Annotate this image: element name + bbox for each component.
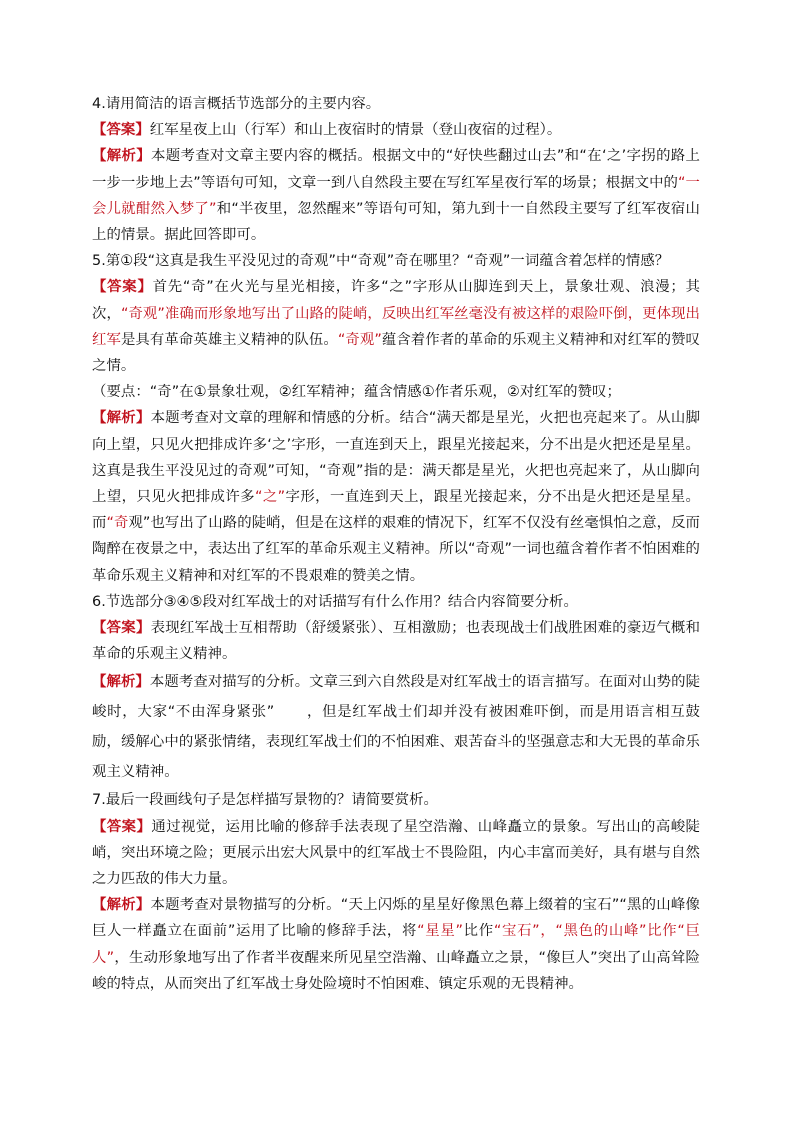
question-6	[92, 589, 700, 615]
answer-6-text: 表现红军战士互相帮助（舒缓紧张）、互相激励；也表现战士们战胜困难的豪迈气概和革命的乐观主义精神。	[92, 620, 701, 663]
answer-5	[92, 274, 700, 379]
question-5	[92, 248, 700, 274]
answer-tag: 【答案】	[92, 279, 153, 296]
answer-5-text-b: 是具有革命英雄主义精神的队伍。	[120, 331, 338, 348]
analysis-7-highlight: “星星”	[417, 923, 463, 940]
analysis-5-text-b: 字形，一直连到天上，跟星光接起来，分不出是火把还是星星。而	[92, 489, 700, 532]
analysis-tag: 【解析】	[92, 148, 151, 165]
analysis-4	[92, 143, 700, 248]
analysis-tag: 【解析】	[92, 410, 151, 427]
question-4-text: 4.请用简洁的语言概括节选部分的主要内容。	[92, 96, 381, 112]
analysis-7-highlight-2: “宝石”，“黑色的山峰”比作“巨人”	[92, 923, 700, 966]
answer-tag: 【答案】	[92, 818, 152, 835]
analysis-5-text-a: 本题考查对文章的理解和情感的分析。结合“满天都是星光，火把也亮起来了。从山脚向上望，只见火把排成许多‘之’字形，一直连到天上，跟星光接起来，分不出是火把还是星星。这真是我生平没见过的奇观”可知，“奇观”指的是：满天都是星光，火把也亮起来了，从山脚向上望，只见火把排成许多	[92, 410, 701, 506]
question-7	[92, 787, 700, 813]
analysis-6	[92, 667, 700, 787]
answer-5-text-a: 首先“奇”在火光与星光相接，许多“之”字形从山脚连到天上，景象壮观、浪漫；其次，	[92, 279, 700, 322]
answer-7	[92, 814, 700, 893]
analysis-tag: 【解析】	[92, 897, 151, 914]
analysis-6-text-a: 本题考查对描写的分析。文章三到六自然段是对红军战士的语言描写。在面对山势的陡峻时，大家“不由浑身紧张”	[92, 674, 701, 721]
answer-tag: 【答案】	[92, 620, 151, 637]
analysis-5-highlight-2: “奇	[106, 515, 129, 532]
answer-4	[92, 117, 700, 143]
answer-5-highlight: “奇观”准确而形象地写出了山路的陡峭，反映出红军丝毫没有被这样的艰险吓倒，更体现出红军	[92, 305, 700, 348]
analysis-4-text-a: 本题考查对文章主要内容的概括。根据文中的“好快些翻过山去”和“在‘之’字拐的路上一步一步地上去”等语句可知，文章一到八自然段主要在写红军星夜行军的场景；根据文中的	[92, 148, 700, 191]
question-7-text: 7.最后一段画线句子是怎样描写景物的？请简要赏析。	[92, 792, 438, 809]
analysis-7	[92, 892, 700, 997]
answer-tag: 【答案】	[92, 122, 150, 139]
question-5-text: 5.第①段“这真是我生平没见过的奇观”中“奇观”奇在哪里？“奇观”一词蕴含着怎样的情感？	[92, 253, 670, 270]
analysis-tag: 【解析】	[92, 674, 150, 691]
answer-5-text-c: 蕴含着作者的革命的乐观主义精神和对红军的赞叹之情。	[92, 331, 700, 375]
analysis-5-text-c: 观”也写出了山路的陡峭，但是在这样的艰难的情况下，红军不仅没有丝毫惧怕之意，反而陶醉在夜景之中，表达出了红军的革命乐观主义精神。所以“奇观”一词也蕴含着作者不怕困难的革命乐观主义精神和对红军的不畏艰难的赞美之情。	[92, 515, 700, 584]
analysis-5	[92, 405, 700, 588]
analysis-7-text-a: 本题考查对景物描写的分析。“天上闪烁的星星好像黑色幕上缀着的宝石”“黑的山峰像巨人一样矗立在面前”运用了比喻的修辞手法，将	[92, 897, 700, 940]
answer-5-points-text: （要点：“奇”在①景象壮观，②红军精神；蕴含情感①作者乐观，②对红军的赞叹；	[92, 384, 621, 401]
answer-5-highlight-2: “奇观”	[337, 331, 382, 348]
question-4	[92, 91, 700, 117]
analysis-5-highlight: “之”	[254, 489, 286, 506]
analysis-4-highlight: “一会儿就酣然入梦了”	[92, 174, 700, 217]
answer-4-text: 红军星夜上山（行军）和山上夜宿时的情景（登山夜宿的过程）。	[149, 122, 562, 139]
analysis-6-text-b: ，但是红军战士们却并没有被困难吓倒，而是用语言相互鼓励，缓解心中的紧张情绪，表现红军战士们的不怕困难、艰苦奋斗的坚强意志和大无畏的革命乐观主义精神。	[92, 704, 700, 781]
document-page	[92, 91, 700, 997]
answer-7-text: 通过视觉，运用比喻的修辞手法表现了星空浩瀚、山峰矗立的景象。写出山的高峻陡峭，突出环境之险；更展示出宏大风景中的红军战士不畏险阻，内心丰富而美好，具有堪与自然之力匹敌的伟大力量。	[92, 818, 700, 888]
question-6-text: 6.节选部分③④⑤段对红军战士的对话描写有什么作用？结合内容简要分析。	[92, 593, 578, 610]
answer-5-points	[92, 379, 700, 405]
answer-6	[92, 615, 700, 667]
analysis-4-text-b: 和“半夜里，忽然醒来”等语句可知，第九到十一自然段主要写了红军夜宿山上的情景。据此回答即可。	[92, 200, 700, 244]
analysis-7-text-c: ，生动形象地写出了作者半夜醒来所见星空浩瀚、山峰矗立之景，“像巨人”突出了山高耸险峻的特点，从而突出了红军战士身处险境时不怕困难、镇定乐观的无畏精神。	[92, 949, 700, 992]
analysis-7-text-b: 比作	[462, 923, 494, 940]
